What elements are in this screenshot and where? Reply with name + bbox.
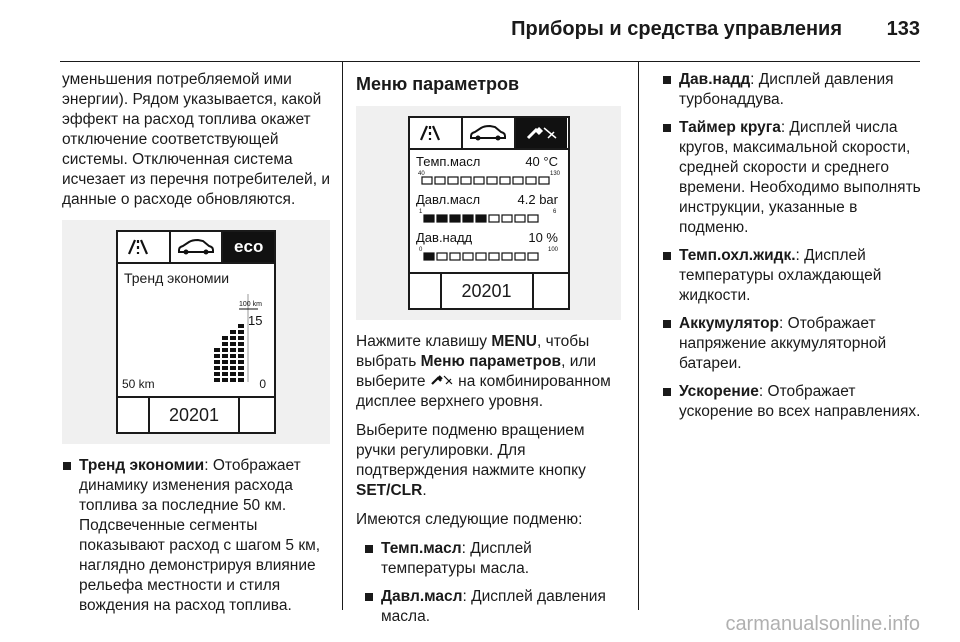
params-inline-icon <box>430 373 454 390</box>
menu-name: Меню параметров <box>420 353 562 370</box>
eco-segment <box>238 336 244 340</box>
set-clr-key: SET/CLR <box>356 482 423 499</box>
car-icon <box>463 118 516 148</box>
header-rule <box>60 61 920 62</box>
eco-trend-item <box>62 456 330 616</box>
row2-min: 1 <box>418 209 422 215</box>
eco-segment <box>214 360 220 364</box>
eco-segment <box>230 342 236 346</box>
gauge-segment <box>424 215 434 222</box>
gauge-segment <box>448 177 458 184</box>
gauge-segment <box>474 177 484 184</box>
gauge-segment <box>515 215 525 222</box>
page-header <box>0 0 960 62</box>
gauge-segment <box>487 177 497 184</box>
road-icon <box>118 232 171 262</box>
gauge-segment <box>463 253 473 260</box>
gauge-segment <box>513 177 523 184</box>
eco-trend-term: Тренд экономии <box>79 457 205 474</box>
eco-segment <box>238 348 244 352</box>
eco-segment <box>222 360 228 364</box>
eco-segment <box>238 360 244 364</box>
eco-segment <box>238 354 244 358</box>
eco-tab: eco <box>223 232 274 262</box>
watermark: carmanualsonline.info <box>725 613 920 635</box>
gauge-segment <box>489 215 499 222</box>
eco-segment <box>230 378 236 382</box>
eco-segment <box>222 348 228 352</box>
submenu-item: Давл.масл: Дисплей давления масла. <box>364 587 621 627</box>
row1-value: 40 °C <box>524 154 558 169</box>
eco-segment <box>214 378 220 382</box>
params-figure <box>356 106 621 320</box>
scale-unit-label: 100 km <box>239 301 262 308</box>
row1-max: 130 <box>549 171 560 177</box>
eco-segment <box>214 348 220 352</box>
gauge-segment <box>450 215 460 222</box>
gauge-segment <box>500 177 510 184</box>
row2-max: 6 <box>552 209 556 215</box>
gauge-segment <box>539 177 549 184</box>
bottom-blank-left <box>118 398 150 432</box>
params-tab-icon <box>516 118 567 148</box>
gauge-segment <box>450 253 460 260</box>
display-bottom-bar <box>118 396 274 432</box>
gauge-segment <box>476 215 486 222</box>
gauge-segment <box>528 253 538 260</box>
params-display <box>408 116 570 310</box>
instruction-paragraph-1: Нажмите клавишу MENU, чтобы выбрать Меню параметров, или выберите на комбинированном дисплее верхнего уровня. <box>356 333 611 410</box>
gauge-segment <box>422 177 432 184</box>
car-icon <box>171 232 224 262</box>
eco-segment <box>222 372 228 376</box>
page-number: 133 <box>886 18 920 40</box>
eco-segment <box>230 372 236 376</box>
eco-segment <box>222 342 228 346</box>
column-3 <box>662 70 924 430</box>
params-bottom-bar <box>410 272 568 308</box>
axis-left-label: 50 km <box>122 377 155 391</box>
display-top-bar <box>118 232 274 264</box>
scale-value-label: 15 <box>248 313 263 328</box>
gauge-segment <box>515 253 525 260</box>
bottom-blank-right <box>240 398 274 432</box>
eco-segment <box>222 378 228 382</box>
row2-label: Давл.масл <box>415 192 480 207</box>
column-1 <box>62 70 330 624</box>
eco-segment <box>238 330 244 334</box>
eco-segment <box>214 354 220 358</box>
eco-segment <box>222 336 228 340</box>
road-icon <box>410 118 463 148</box>
eco-trend-text: : Отображает динамику изменения расхода топлива за последние 50 км. Подсвеченные сегменты показывают расход с шагом 5 км, наглядно демонстрируя влияние рельефа местности и стиля вождения на расход топлива. <box>79 457 321 614</box>
submenu-intro: Имеются следующие подменю: <box>356 511 583 528</box>
odometer: 20201 <box>442 274 534 308</box>
page-title: Приборы и средства управления <box>511 18 842 40</box>
eco-trend-display <box>116 230 276 434</box>
eco-segment <box>238 324 244 328</box>
row3-value: 10 % <box>527 230 558 245</box>
eco-segment <box>230 348 236 352</box>
gauge-segment <box>437 215 447 222</box>
gauge-segment <box>526 177 536 184</box>
submenu-item: Дав.надд: Дисплей давления турбонаддува. <box>662 70 924 110</box>
gauge-segment <box>528 215 538 222</box>
row1-min: 40 <box>417 171 425 177</box>
axis-right-label: 0 <box>259 377 266 391</box>
eco-segment <box>230 360 236 364</box>
row3-min: 0 <box>418 247 422 253</box>
submenu-item: Таймер круга: Дисплей числа кругов, максимальной скорости, средней скорости и среднего времени. Необходимо выполнять инструкции, указанные в подменю. <box>662 118 924 238</box>
eco-segment <box>230 366 236 370</box>
gauge-segment <box>476 253 486 260</box>
gauge-segment <box>461 177 471 184</box>
bottom-blank-left <box>410 274 442 308</box>
eco-segment <box>238 372 244 376</box>
odometer: 20201 <box>150 398 240 432</box>
menu-key: MENU <box>491 333 537 350</box>
display-title: Тренд экономии <box>124 270 230 286</box>
section-title: Меню параметров <box>356 74 520 94</box>
eco-segment <box>238 366 244 370</box>
gauge-segment <box>502 253 512 260</box>
gauge-segment <box>463 215 473 222</box>
eco-trend-figure <box>62 220 330 444</box>
eco-segment <box>230 354 236 358</box>
instruction-paragraph-2: Выберите подменю вращением ручки регулировки. Для подтверждения нажмите кнопку SET/CLR. <box>356 422 586 499</box>
gauge-segment <box>489 253 499 260</box>
eco-segment <box>230 330 236 334</box>
gauge-segment <box>435 177 445 184</box>
gauge-segment <box>424 253 434 260</box>
params-gauges <box>410 150 564 268</box>
column-2 <box>356 70 621 635</box>
bottom-blank-right <box>534 274 568 308</box>
params-top-bar <box>410 118 568 150</box>
eco-segment <box>230 336 236 340</box>
column-divider-2 <box>638 62 639 610</box>
eco-segment <box>222 354 228 358</box>
eco-segment <box>222 366 228 370</box>
eco-segment <box>214 372 220 376</box>
eco-segment <box>238 342 244 346</box>
row3-label: Дав.надд <box>415 230 472 245</box>
submenu-item: Аккумулятор: Отображает напряжение аккумуляторной батареи. <box>662 314 924 374</box>
submenu-item: Темп.охл.жидк.: Дисплей температуры охлаждающей жидкости. <box>662 246 924 306</box>
intro-paragraph: уменьшения потребляемой ими энергии). Рядом указывается, какой эффект на расход топлива окажет отключение соответствующей системы. Отключенная система исчезает из перечня потребителей, и данные о расходе обновляются. <box>62 71 330 208</box>
eco-segment <box>214 366 220 370</box>
row1-label: Темп.масл <box>415 154 480 169</box>
submenu-item: Темп.масл: Дисплей температуры масла. <box>364 539 621 579</box>
column-divider-1 <box>342 62 343 610</box>
submenu-item: Ускорение: Отображает ускорение во всех направлениях. <box>662 382 924 422</box>
gauge-segment <box>502 215 512 222</box>
eco-segment <box>238 378 244 382</box>
row3-max: 100 <box>547 247 558 253</box>
row2-value: 4.2 bar <box>517 192 558 207</box>
gauge-segment <box>437 253 447 260</box>
